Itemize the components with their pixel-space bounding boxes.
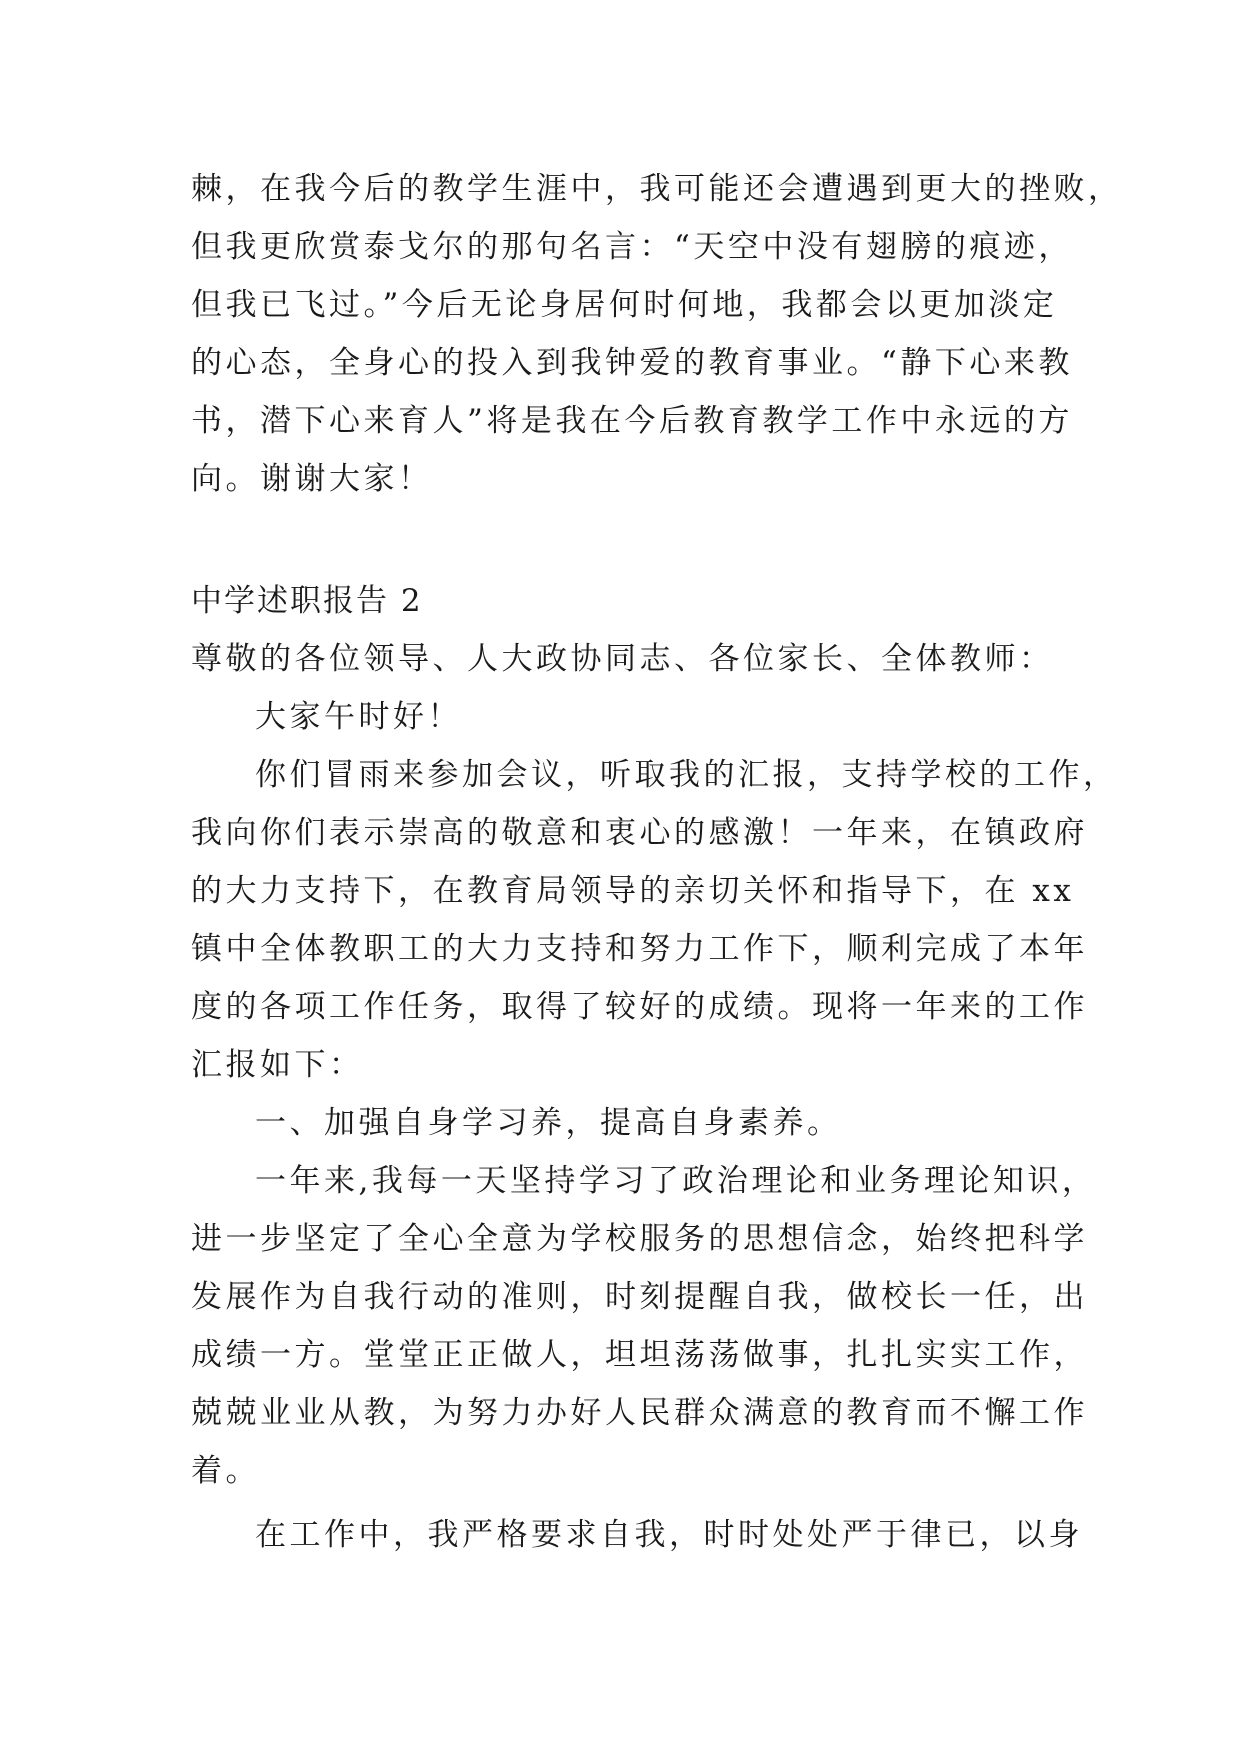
text-line: 的心态，全身心的投入到我钟爱的教育事业。“静下心来教 — [191, 345, 1073, 381]
text-line: 你们冒雨来参加会议，听取我的汇报，支持学校的工作， — [255, 757, 1118, 793]
text-line: 发展作为自我行动的准则，时刻提醒自我，做校长一任，出 — [191, 1279, 1088, 1315]
text-line: 进一步坚定了全心全意为学校服务的思想信念，始终把科学 — [191, 1221, 1088, 1257]
section-spacer — [191, 508, 1056, 572]
text-line: 兢兢业业从教，为努力办好人民群众满意的教育而不懈工作 — [191, 1395, 1088, 1431]
intro-paragraph — [191, 746, 1118, 1094]
document-body — [191, 160, 1123, 1564]
text-line: 但我更欣赏泰戈尔的那句名言：“天空中没有翅膀的痕迹， — [191, 229, 1073, 265]
greeting: 大家午时好！ — [255, 699, 462, 735]
text-line: 但我已飞过。”今后无论身居何时何地，我都会以更加淡定 — [191, 287, 1058, 323]
text-line: 着。 — [191, 1453, 260, 1489]
text-line: 棘，在我今后的教学生涯中，我可能还会遭遇到更大的挫败， — [191, 171, 1123, 207]
text-line: 书，潜下心来育人”将是我在今后教育教学工作中永远的方 — [191, 403, 1073, 439]
text-line: 在工作中，我严格要求自我，时时处处严于律已，以身 — [255, 1517, 1083, 1553]
text-line: 镇中全体教职工的大力支持和努力工作下，顺利完成了本年 — [191, 931, 1088, 967]
text-line: 我向你们表示崇高的敬意和衷心的感激！一年来，在镇政府 — [191, 815, 1088, 851]
continuation-paragraph — [191, 160, 1123, 508]
text-line: 一年来,我每一天坚持学习了政治理论和业务理论知识， — [255, 1163, 1097, 1199]
text-line: 的大力支持下，在教育局领导的亲切关怀和指导下，在 xx — [191, 873, 1075, 909]
text-line: 成绩一方。堂堂正正做人，坦坦荡荡做事，扎扎实实工作， — [191, 1337, 1088, 1373]
study-paragraph — [191, 1152, 1097, 1500]
text-line: 向。谢谢大家！ — [191, 461, 433, 497]
salutation: 尊敬的各位领导、人大政协同志、各位家长、全体教师： — [191, 641, 1054, 677]
work-paragraph — [191, 1506, 1083, 1564]
subheading: 一、加强自身学习养，提高自身素养。 — [255, 1105, 842, 1141]
text-line: 汇报如下： — [191, 1047, 364, 1083]
text-line: 度的各项工作任务，取得了较好的成绩。现将一年来的工作 — [191, 989, 1088, 1025]
section-title: 中学述职报告 2 — [191, 583, 423, 619]
